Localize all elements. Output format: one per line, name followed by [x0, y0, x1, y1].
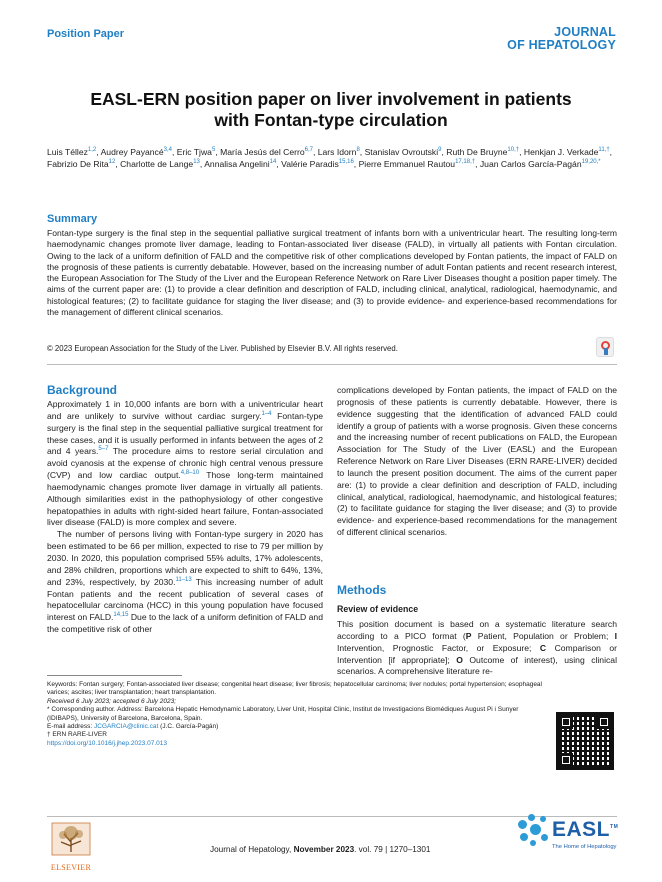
paper-title-line1: EASL-ERN position paper on liver involvement in patients: [90, 89, 572, 109]
author-affiliation[interactable]: 5: [211, 147, 216, 154]
author-name: Charlotte de Lange$^{13}$: [120, 159, 200, 170]
footnote-divider: [47, 675, 182, 676]
review-of-evidence-heading: Review of evidence: [337, 604, 419, 614]
author-name: Valérie Paradis$^{15,16}$: [281, 159, 354, 170]
author-affiliation[interactable]: 13: [193, 159, 200, 166]
paper-title: [40, 89, 622, 131]
elsevier-wordmark: ELSEVIER: [50, 863, 92, 872]
author-name: Audrey Payancé$^{3,4}$: [100, 147, 172, 157]
author-affiliation[interactable]: 8: [356, 147, 360, 154]
author-affiliation[interactable]: 10,†: [507, 147, 520, 154]
author-name: Luis Téllez$^{1,2}$: [47, 147, 97, 157]
author-affiliation[interactable]: 14: [269, 159, 277, 166]
easl-wordmark: EASL™: [552, 818, 619, 841]
author-affiliation[interactable]: 12: [108, 159, 116, 166]
author-name: Henkjan J. Verkade$^{11,\dagger}$: [523, 147, 610, 157]
ern-note: † ERN RARE-LIVER: [47, 731, 107, 739]
journal-logo-line1: JOURNAL: [554, 25, 616, 39]
author-name: Fabrizio De Rita$^{12}$: [47, 159, 116, 170]
author-affiliation[interactable]: 11,†: [598, 147, 610, 154]
background-left-column: [47, 399, 323, 636]
summary-divider: [47, 364, 617, 365]
email-line: E-mail address: JCGARCIA@clinic.cat (J.C. García-Pagán): [47, 723, 219, 731]
author-list: Luis Téllez$^{1,2}$, Audrey Payancé$^{3,4}$, Eric Tjwa$^5$, María Jesús del Cerro$^{6,7}$, Lars Idorn$^8$, Stanislav Ovroutski$^9$, Ruth De Bruyne$^{10,\dagger}$, Henkjan J. Verkade$^{11,\dagger}$, Fabrizio De Rita$^{12}$, Charlotte de Lange$^{13}$, Annalisa Angelini$^{14}$, Valérie Paradis$^{15,16}$, Pierre Emmanuel Rautou$^{17,18,\dagger}$, Juan Carlos García-Pagán$^{19,20,*}$: [47, 147, 613, 170]
author-name: Lars Idorn$^8$: [317, 147, 360, 157]
reference-link[interactable]: 4,8–10: [180, 470, 200, 477]
author-name: Pierre Emmanuel Rautou$^{17,18,\dagger}$: [358, 159, 476, 170]
section-label: Position Paper: [47, 28, 125, 40]
author-affiliation[interactable]: 9: [438, 147, 442, 154]
author-name: María Jesús del Cerro$^{6,7}$: [220, 147, 313, 157]
reference-link[interactable]: 1–4: [261, 410, 272, 417]
easl-logo: [514, 810, 618, 860]
background-paragraph-1: Approximately 1 in 10,000 infants are born with a univentricular heart and are unlikely to survive without cardiac surgery.$^{1-4}$ Fontan-type surgery is the final step in the sequential palliative surgical treatment for these cases, and it is usually performed in infants between the ages of 2 and 4 years.$^{5-7}$ The procedure aims to restore serial circulation and avoid cyanosis at the expense of chronic high central venous pressure (CVP) and low cardiac output.$^{4,8-10}$ Those long-term maintained haemodynamic changes promote liver damage in virtually all patients. Although similarities exist in the pathophysiology of other congestive hepatopathies in adults with right-sided heart failure, Fontan-associated liver disease (FALD) is more complex and severe.: [47, 399, 323, 528]
author-name: Ruth De Bruyne$^{10,\dagger}$: [446, 147, 520, 157]
elsevier-logo: [47, 822, 95, 872]
paper-title-line2: with Fontan-type circulation: [214, 110, 448, 130]
reference-link[interactable]: 5–7: [98, 446, 109, 453]
summary-text: Fontan-type surgery is the final step in the sequential palliative surgical treatment of infants born with a univentricular heart. The resulting long-term haemodynamic changes promote liver damage, leading to Fontan-associated liver disease (FALD), in virtually all patients with Fontan circulation. Owing to the lack of a uniform definition of FALD and the competitive risk of other complications developed by Fontan patients, the impact of FALD on the prognosis of these patients is currently debatable. However, based on the increasing number of adult Fontan patients and recent research interest, the European Association for The Study of the Liver and the European Reference Network on Rare Liver Diseases thought a position paper timely. The aims of the current paper are: (1) to provide a clear definition and description of FALD, including clinical, analytical, radiological, haemodynamic, and histological features; (2) to facilitate guidance for staging the liver disease; and (3) to provide evidence- and experience-based recommendations for the management of different clinical scenarios.: [47, 228, 617, 318]
author-affiliation[interactable]: 1,2: [87, 147, 97, 154]
keywords: Keywords: Fontan surgery; Fontan-associated liver disease; congenital heart disease; liver fibrosis; hepatocellular carcinoma; liver nodules; portal hypertension; esophageal varices; ascites; liver transplantation; heart transplantation.: [47, 681, 542, 697]
easl-tagline: The Home of Hepatology: [552, 844, 617, 850]
methods-heading: Methods: [337, 583, 387, 597]
author-affiliation[interactable]: 3,4: [163, 147, 172, 154]
summary-heading: Summary: [47, 213, 98, 225]
email-link[interactable]: JCGARCIA@clinic.cat: [93, 723, 159, 731]
elsevier-tree-icon: [51, 822, 91, 856]
author-affiliation[interactable]: 6,7: [304, 147, 313, 154]
background-paragraph-2: The number of persons living with Fontan-type surgery in 2020 has been estimated to be 66 per million, expected to rise to 79 per million by 2030. In 2020, this population comprised 55% adults, 17% adolescents, and 28% children, proportions which are expected to shift to 64%, 13%, and 23%, respectively, by 2030.$^{11-13}$ This increasing number of adult Fontan patients and the recent publication of several cases of hepatocellular carcinoma (HCC) in this young population have focused interest on FALD.$^{14,15}$ Due to the lack of a uniform definition of FALD and the competitive risk of other: [47, 529, 323, 635]
author-affiliation[interactable]: 19,20,*: [581, 159, 601, 166]
received-dates: Received 6 July 2023; accepted 6 July 2023;: [47, 697, 177, 705]
author-affiliation[interactable]: 15,16: [338, 159, 354, 166]
reference-link[interactable]: 11–13: [175, 576, 192, 583]
journal-logo: [507, 26, 616, 52]
reference-link[interactable]: 14,15: [113, 612, 129, 619]
author-name: Eric Tjwa$^5$: [176, 147, 216, 157]
author-name: Annalisa Angelini$^{14}$: [204, 159, 277, 170]
copyright-notice: © 2023 European Association for the Study of the Liver. Published by Elsevier B.V. All rights reserved.: [47, 344, 398, 353]
crossmark-icon[interactable]: [596, 337, 614, 357]
footnotes: [47, 681, 542, 748]
methods-text: This position document is based on a systematic literature search according to a PICO format (P Patient, Population or Problem; I Intervention, Prognostic Factor, or Exposure; C Comparison or Intervention [if appropriate]; O Outcome of interest), using clinical scenarios. A comprehensive literature re-: [337, 619, 618, 677]
author-name: Stanislav Ovroutski$^9$: [364, 147, 442, 157]
background-heading: Background: [47, 383, 118, 397]
journal-citation: Journal of Hepatology, November 2023. vol. 79 | 1270–1301: [210, 845, 431, 854]
doi-link[interactable]: https://doi.org/10.1016/j.jhep.2023.07.013: [47, 739, 167, 747]
background-right-column: complications developed by Fontan patients, the impact of FALD on the prognosis of these patients is currently debatable. However, there is evidence suggesting that the identification of advanced FALD could identify a group of patients with a worse prognosis. Given these concerns and the increasing number of recent publications on FALD, the European Association for The Study of the Liver (EASL) and the European Reference Network on Rare Liver Diseases (ERN RARE-LIVER) decided to launch the present position document. The aims of the current paper are: (1) to provide a clear definition and description of FALD, including clinical, analytical, radiological, haemodynamic, and histological features; (2) to facilitate guidance for staging the liver disease; and (3) to provide evidence- and experience-based recommendations for the management of different clinical scenarios.: [337, 385, 617, 538]
author-affiliation[interactable]: 17,18,†: [455, 159, 476, 166]
journal-logo-line2: OF HEPATOLOGY: [507, 38, 616, 52]
corresponding-author: * Corresponding author. Address: Barcelona Hepatic Hemodynamic Laboratory, Liver Unit, Hospital Clinic, Institut de Investigacions Biomédiques August Pi i Sunyer (IDIBAPS), University of Barcelona, Barcelona, Spain.: [47, 706, 519, 722]
qr-code-icon[interactable]: [556, 712, 614, 770]
author-name: Juan Carlos García-Pagán$^{19,20,*}$: [479, 159, 601, 170]
